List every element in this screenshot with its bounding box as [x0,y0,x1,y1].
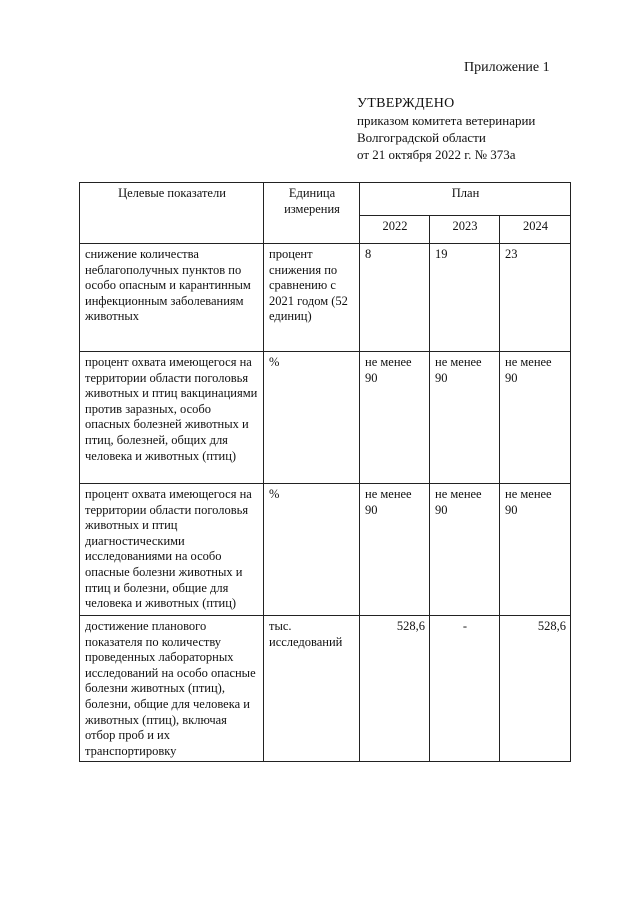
value-2022-cell: не менее 90 [360,352,430,484]
value-2024-cell: 23 [500,244,571,352]
appendix-label: Приложение 1 [464,60,550,75]
unit-cell: % [264,484,360,616]
value-2024-cell: не менее 90 [500,484,571,616]
value-2022-cell: не менее 90 [360,484,430,616]
value-2023-cell: 19 [430,244,500,352]
value-2024-cell: не менее 90 [500,352,571,484]
approval-line-1: приказом комитета ветеринарии [357,113,536,128]
table-row [80,244,571,352]
table-row [80,484,571,616]
header-plan: План [360,183,571,216]
value-2023-cell: не менее 90 [430,352,500,484]
approval-block [357,95,535,163]
header-unit: Единица измерения [264,183,360,244]
table-header-row [80,183,571,216]
approved-stamp: УТВЕРЖДЕНО [357,96,455,111]
table-row [80,616,571,762]
indicator-cell: процент охвата имеющегося на территории области поголовья животных и птиц вакцинациями против заразных, особо опасных болезней животных и птиц, болезней, общих для человека и животных (птиц) [80,352,264,484]
table-row [80,352,571,484]
header-indicators: Целевые показатели [80,183,264,244]
approval-line-3: от 21 октября 2022 г. № 373а [357,147,516,162]
value-2022-cell: 528,6 [360,616,430,762]
value-2024-cell: 528,6 [500,616,571,762]
target-indicators-table [79,182,571,762]
value-2022-cell: 8 [360,244,430,352]
value-2023-cell: - [430,616,500,762]
indicator-cell: достижение планового показателя по количеству проведенных лабораторных исследований на особо опасные болезни животных (птиц), болезни, общие для человека и животных (птиц), включая отбор проб и их транспортировку [80,616,264,762]
header-year-2022: 2022 [360,216,430,244]
unit-cell: % [264,352,360,484]
unit-cell: процент снижения по сравнению с 2021 годом (52 единиц) [264,244,360,352]
header-year-2023: 2023 [430,216,500,244]
value-2023-cell: не менее 90 [430,484,500,616]
approval-line-2: Волгоградской области [357,130,486,145]
indicator-cell: процент охвата имеющегося на территории области поголовья животных и птиц диагностическими исследованиями на особо опасные болезни животных и птиц и болезни, общие для человека и животных (птиц) [80,484,264,616]
indicator-cell: снижение количества неблагополучных пунктов по особо опасным и карантинным инфекционным заболеваниям животных [80,244,264,352]
header-year-2024: 2024 [500,216,571,244]
unit-cell: тыс. исследований [264,616,360,762]
